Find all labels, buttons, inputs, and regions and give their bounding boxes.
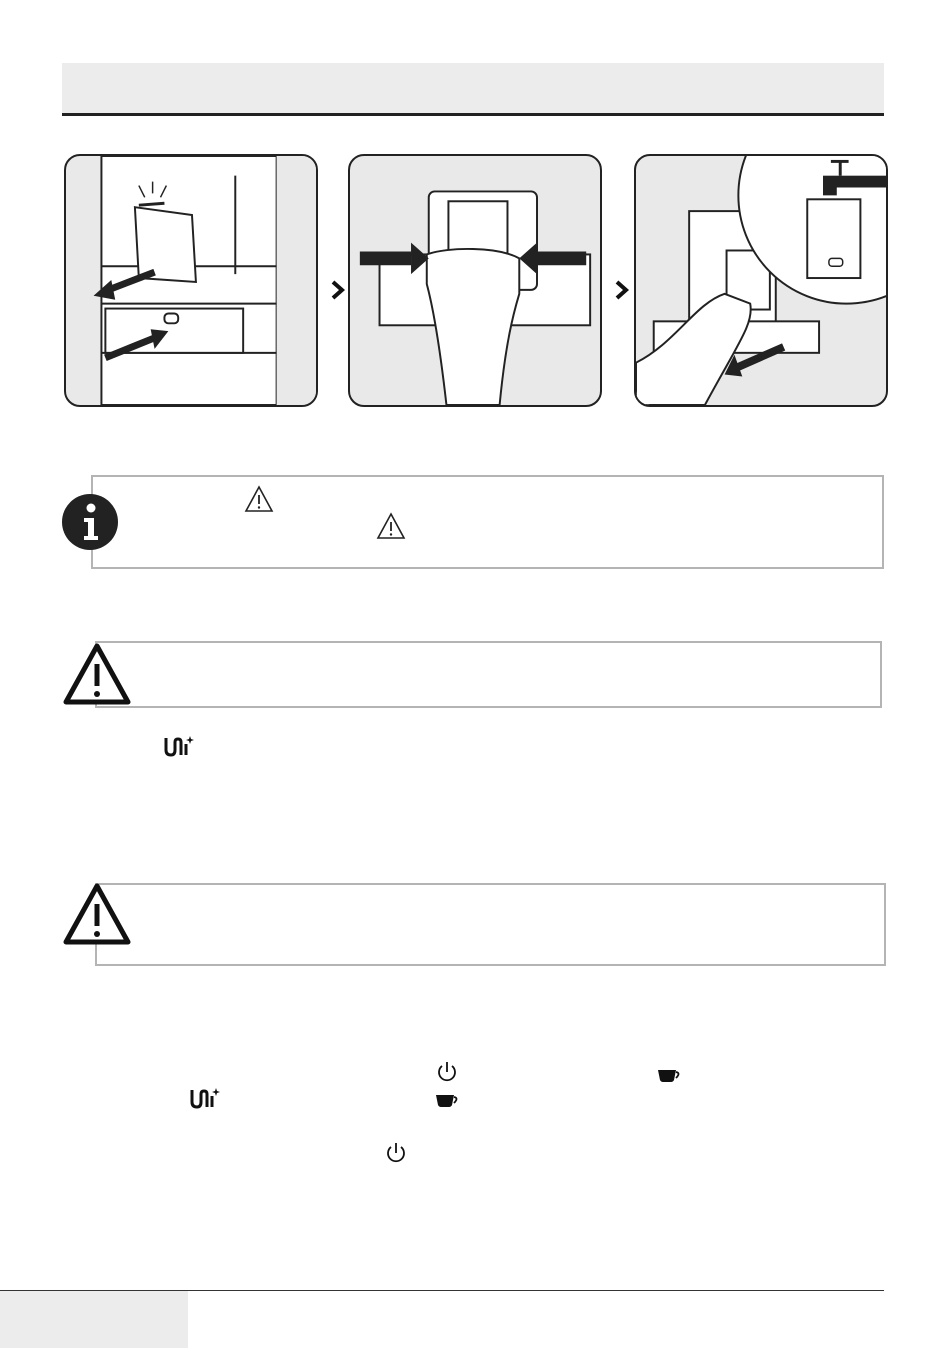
step-2-illustration xyxy=(348,154,602,407)
step-3-illustration xyxy=(634,154,888,407)
section-header-band xyxy=(62,63,884,116)
note-box xyxy=(91,475,884,569)
warning-triangle-icon xyxy=(62,882,132,946)
warning-box xyxy=(95,641,882,708)
chevron-right-icon xyxy=(330,280,346,300)
footer-page-tab xyxy=(0,1291,188,1348)
warning-triangle-icon xyxy=(244,485,274,513)
descale-icon xyxy=(190,1086,220,1110)
cup-icon xyxy=(654,1064,684,1088)
power-icon xyxy=(432,1060,462,1084)
cup-icon xyxy=(432,1089,462,1113)
info-icon xyxy=(62,494,118,550)
warning-triangle-icon xyxy=(376,512,406,540)
power-icon xyxy=(381,1141,411,1165)
chevron-right-icon xyxy=(614,280,630,300)
warning-box xyxy=(95,883,886,966)
warning-triangle-icon xyxy=(62,642,132,706)
step-1-illustration xyxy=(64,154,318,407)
descale-icon xyxy=(164,734,194,758)
